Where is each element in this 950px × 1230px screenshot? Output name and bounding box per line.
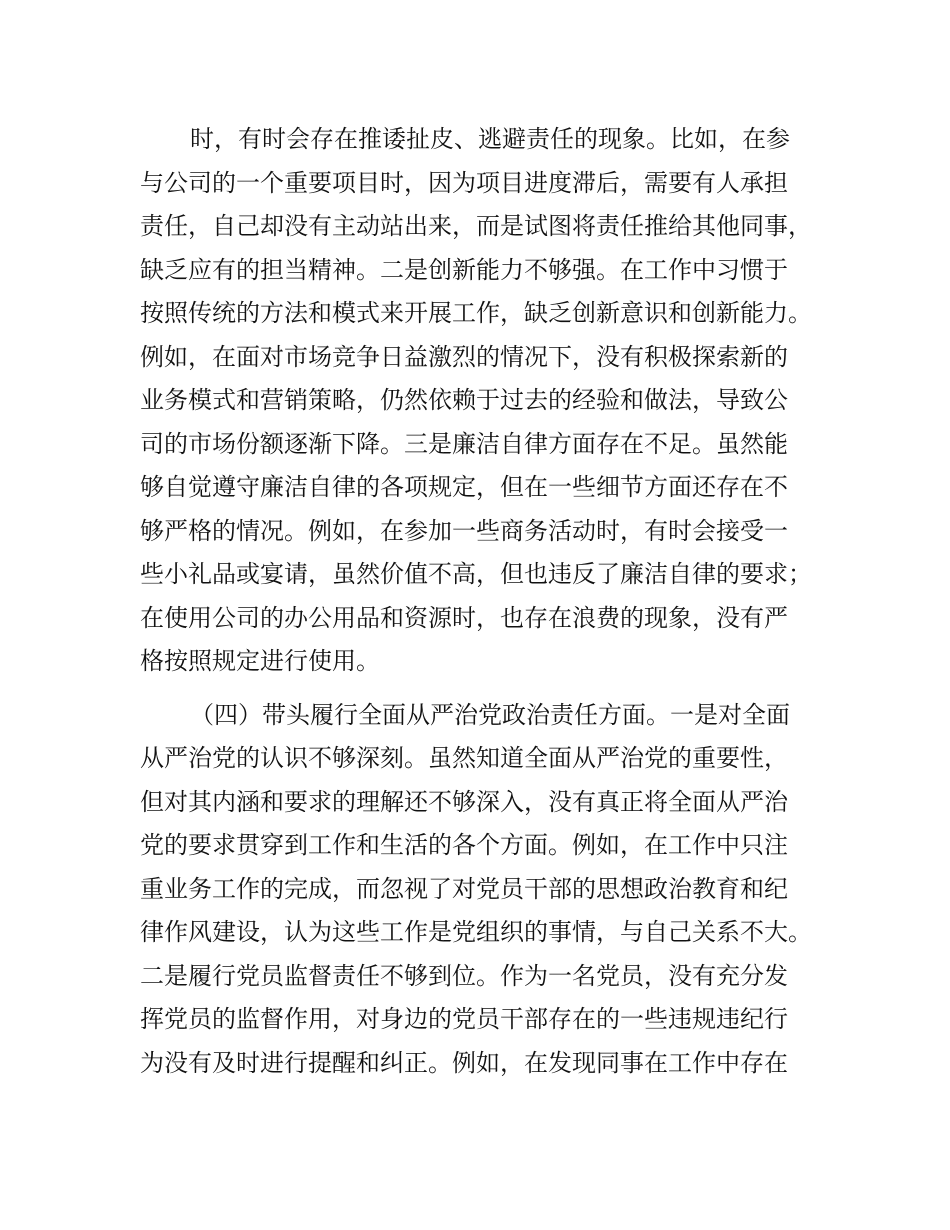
paragraph-line: 够自觉遵守廉洁自律的各项规定，但在一些细节方面还存在不 bbox=[140, 473, 788, 501]
paragraph-line: 够严格的情况。例如，在参加一些商务活动时，有时会接受一 bbox=[140, 516, 788, 545]
paragraph-line: 业务模式和营销策略，仍然依赖于过去的经验和做法，导致公 bbox=[140, 386, 788, 414]
paragraph-line: 律作风建设，认为这些工作是党组织的事情，与自己关系不大。 bbox=[140, 918, 812, 946]
paragraph-line: 格按照规定进行使用。 bbox=[140, 647, 380, 675]
paragraph-line: 按照传统的方法和模式来开展工作，缺乏创新意识和创新能力。 bbox=[140, 299, 812, 327]
paragraph-line: 党的要求贯穿到工作和生活的各个方面。例如，在工作中只注 bbox=[140, 831, 788, 859]
paragraph-spacer bbox=[140, 684, 840, 694]
document-body bbox=[140, 118, 840, 1085]
paragraph-line: 些小礼品或宴请，虽然价值不高，但也违反了廉洁自律的要求； bbox=[140, 560, 812, 588]
paragraph-line: 在使用公司的办公用品和资源时，也存在浪费的现象，没有严 bbox=[140, 603, 788, 632]
paragraph-line: 与公司的一个重要项目时，因为项目进度滞后，需要有人承担 bbox=[140, 168, 788, 197]
paragraph-1 bbox=[140, 118, 840, 684]
section-heading-line: （四）带头履行全面从严治党政治责任方面。一是对全面 bbox=[190, 700, 790, 729]
paragraph-line: 重业务工作的完成，而忽视了对党员干部的思想政治教育和纪 bbox=[140, 874, 788, 903]
paragraph-line: 缺乏应有的担当精神。二是创新能力不够强。在工作中习惯于 bbox=[140, 255, 788, 284]
paragraph-line: 挥党员的监督作用，对身边的党员干部存在的一些违规违纪行 bbox=[140, 1005, 788, 1033]
paragraph-line: 为没有及时进行提醒和纠正。例如，在发现同事在工作中存在 bbox=[140, 1048, 788, 1077]
paragraph-line: 二是履行党员监督责任不够到位。作为一名党员，没有充分发 bbox=[140, 961, 788, 990]
paragraph-line: 时，有时会存在推诿扯皮、逃避责任的现象。比如，在参 bbox=[190, 125, 790, 153]
paragraph-line: 从严治党的认识不够深刻。虽然知道全面从严治党的重要性， bbox=[140, 744, 788, 772]
paragraph-line: 责任，自己却没有主动站出来，而是试图将责任推给其他同事， bbox=[140, 212, 812, 240]
paragraph-line: 司的市场份额逐渐下降。三是廉洁自律方面存在不足。虽然能 bbox=[140, 429, 788, 458]
paragraph-2 bbox=[140, 694, 840, 1086]
paragraph-line: 例如，在面对市场竞争日益激烈的情况下，没有积极探索新的 bbox=[140, 342, 788, 371]
paragraph-line: 但对其内涵和要求的理解还不够深入，没有真正将全面从严治 bbox=[140, 787, 788, 816]
